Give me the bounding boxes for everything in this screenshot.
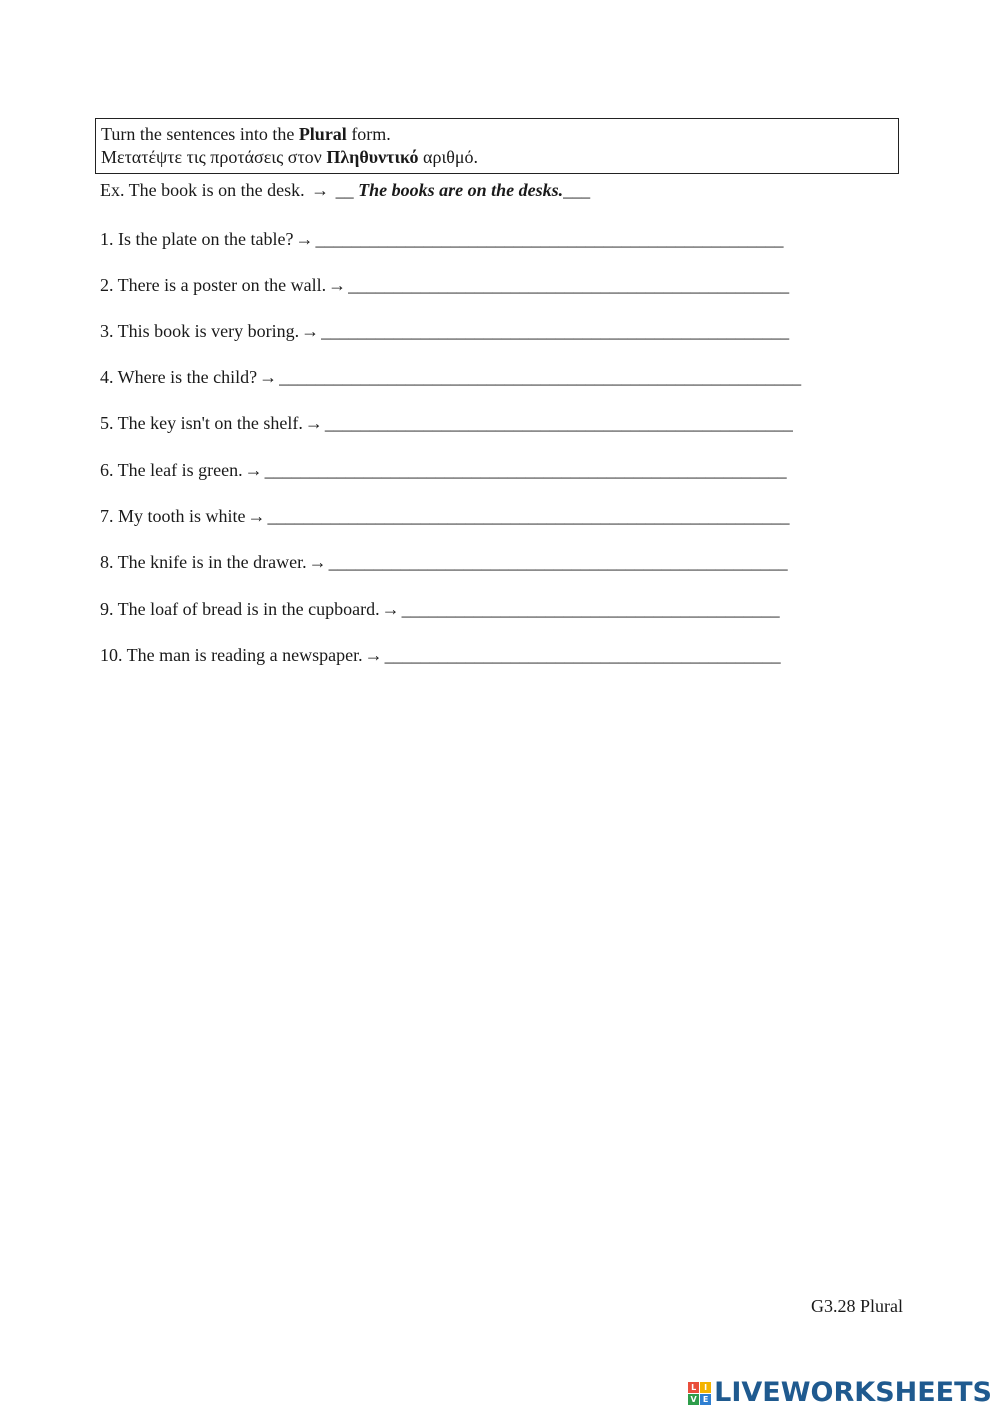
instructions-box [95,118,899,174]
question-row [100,597,780,621]
worksheet-code: G3.28 Plural [811,1296,903,1316]
answer-blank[interactable]: __________________________________________________________ [264,460,787,480]
example-prompt: Ex. The book is on the desk. [100,180,305,200]
arrow-icon: → [381,599,400,619]
question-row [100,504,790,528]
arrow-icon: → [247,506,266,526]
question-row [100,227,783,251]
question-row [100,458,787,482]
answer-blank[interactable]: __________________________________________________________ [267,506,790,526]
arrow-icon: → [304,413,323,433]
question-row [100,319,789,343]
logo-text: LIVEWORKSHEETS [714,1377,992,1408]
question-row [100,643,781,667]
question-text: 6. The leaf is green. [100,460,243,480]
logo-badge-letter: I [700,1382,711,1393]
example-sentence: Ex. The book is on the desk. → __ The books are on the desks.___ [100,180,591,200]
arrow-icon: → [328,275,347,295]
question-text: 5. The key isn't on the shelf. [100,413,303,433]
question-text: 9. The loaf of bread is in the cupboard. [100,599,380,619]
arrow-icon: → [244,460,263,480]
answer-blank[interactable]: ___________________________________________________ [328,552,788,572]
logo-badge-letter: V [688,1394,699,1405]
arrow-icon: → [364,645,383,665]
answer-blank[interactable]: ____________________________________________ [384,645,781,665]
question-text: 3. This book is very boring. [100,321,300,341]
answer-blank[interactable]: _________________________________________________ [348,275,790,295]
liveworksheets-logo [688,1378,992,1408]
instructions-greek: Μετατέψτε τις προτάσεις στον Πληθυντικό αριθμό. [101,147,479,167]
question-text: 10. The man is reading a newspaper. [100,645,363,665]
question-text: 4. Where is the child? [100,367,258,387]
question-text: 8. The knife is in the drawer. [100,552,307,572]
instructions-english: Turn the sentences into the Plural form. [101,124,391,144]
question-row [100,550,788,574]
arrow-icon: → [301,321,320,341]
answer-blank[interactable]: ____________________________________________________ [315,229,784,249]
question-text: 2. There is a poster on the wall. [100,275,327,295]
question-row [100,273,789,297]
question-text: 7. My tooth is white [100,506,246,526]
logo-badge-icon [688,1382,711,1405]
logo-badge-letter: L [688,1382,699,1393]
plural-keyword: Plural [298,124,347,144]
arrow-icon: → [311,180,330,200]
arrow-icon: → [308,552,327,572]
plural-keyword-greek: Πληθυντικό [326,147,419,167]
question-row [100,365,801,389]
arrow-icon: → [295,229,314,249]
question-row [100,411,793,435]
answer-blank[interactable]: __________________________________________ [401,599,780,619]
logo-badge-letter: E [700,1394,711,1405]
arrow-icon: → [259,367,278,387]
example-answer: The books are on the desks. [358,180,564,200]
answer-blank[interactable]: ____________________________________________________ [321,321,790,341]
answer-blank[interactable]: ____________________________________________________ [324,413,793,433]
question-text: 1. Is the plate on the table? [100,229,294,249]
answer-blank[interactable]: __________________________________________________________ [279,367,802,387]
